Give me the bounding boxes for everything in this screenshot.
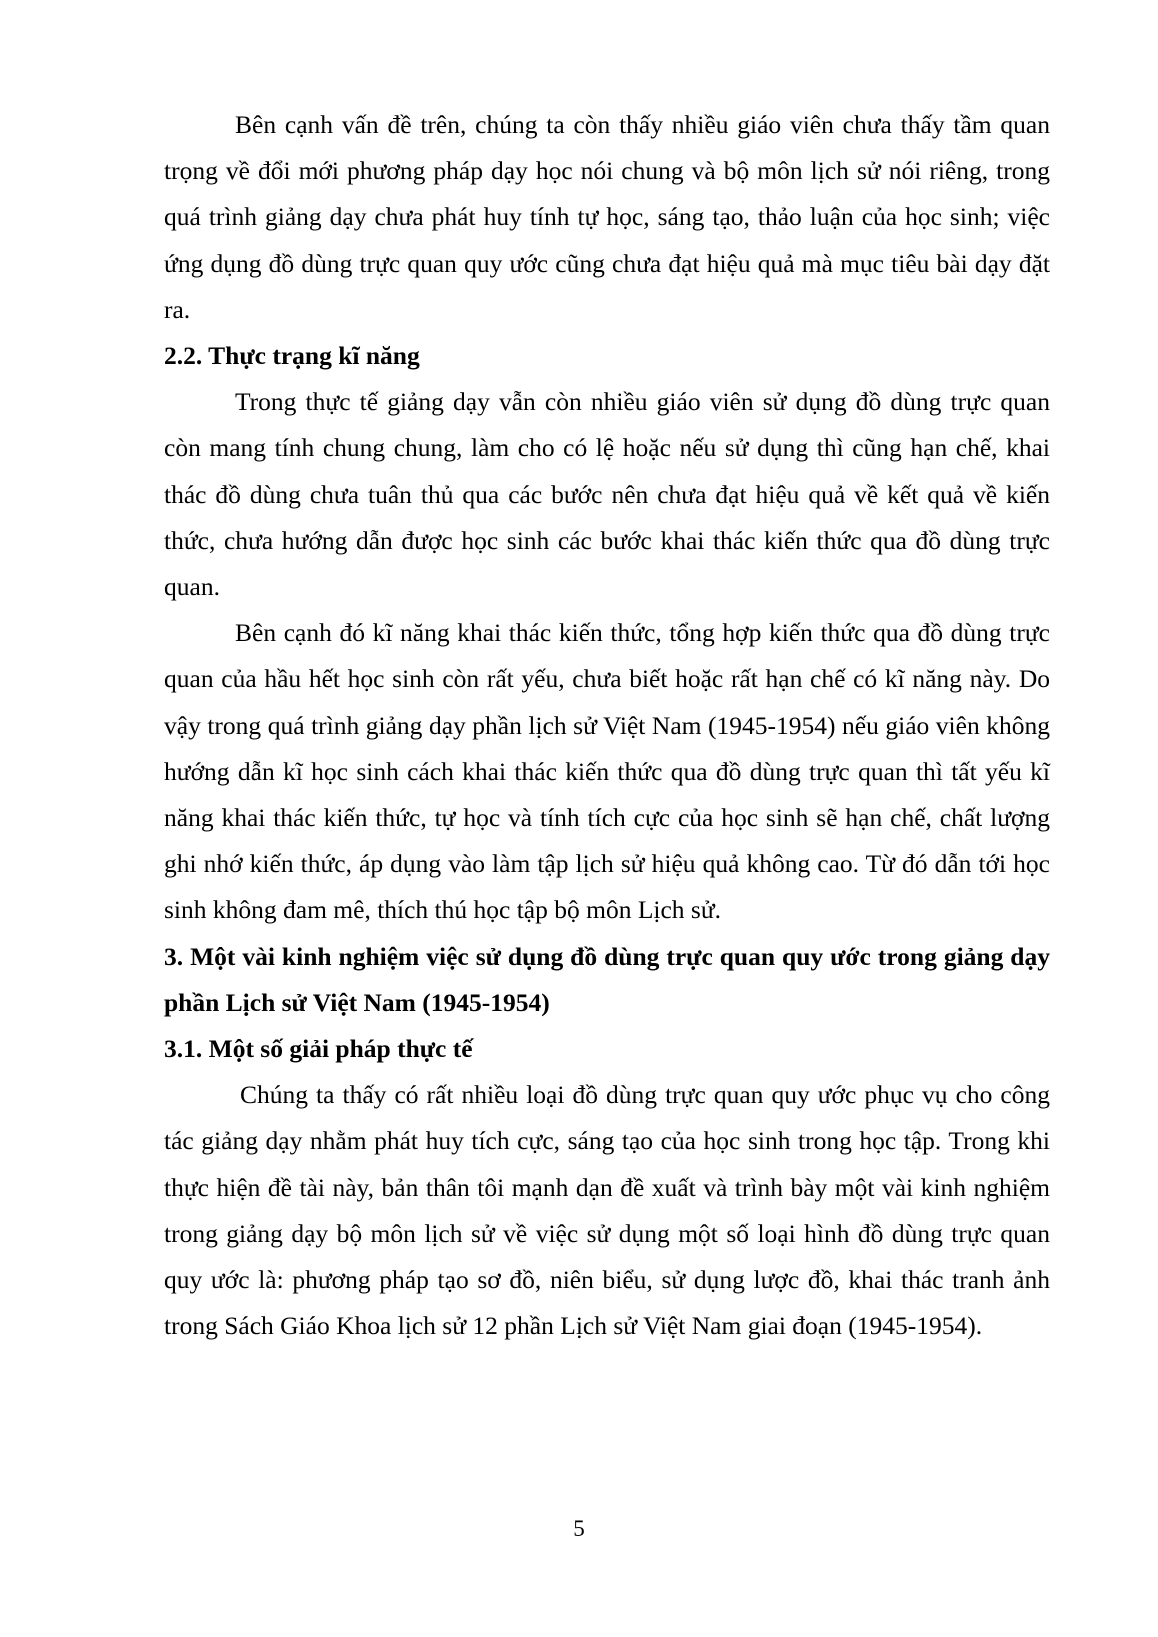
paragraph-visual-aids: Chúng ta thấy có rất nhiều loại đồ dùng trực quan quy ước phục vụ cho công tác giảng dạy nhằm phát huy tích cực, sáng tạo của học sinh trong học tập. Trong khi thực hiện đề tài này, bản thân tôi mạnh dạn đề xuất và trình bày một vài kinh nghiệm trong giảng dạy bộ môn lịch sử về việc sử dụng một số loại hình đồ dùng trực quan quy ước là: phương pháp tạo sơ đồ, niên biểu, sử dụng lược đồ, khai thác tranh ảnh trong Sách Giáo Khoa lịch sử 12 phần Lịch sử Việt Nam giai đoạn (1945-1954). [164,1080,1050,1341]
page-number: 5 [573,1516,585,1541]
paragraph-student-skills: Bên cạnh đó kĩ năng khai thác kiến thức, tổng hợp kiến thức qua đồ dùng trực quan của hầu hết học sinh còn rất yếu, chưa biết hoặc rất hạn chế có kĩ năng này. Do vậy trong quá trình giảng dạy phần lịch sử Việt Nam (1945-1954) nếu giáo viên không hướng dẫn kĩ học sinh cách khai thác kiến thức qua đồ dùng trực quan thì tất yếu kĩ năng khai thác kiến thức, tự học và tính tích cực của học sinh sẽ hạn chế, chất lượng ghi nhớ kiến thức, áp dụng vào làm tập lịch sử hiệu quả không cao. Từ đó dẫn tới học sinh không đam mê, thích thú học tập bộ môn Lịch sử. [164,618,1050,925]
heading-3-experience: 3. Một vài kinh nghiệm việc sử dụng đồ dùng trực quan quy ước trong giảng dạy phần Lịch sử Việt Nam (1945-1954) [164,941,1050,1017]
heading-2-2-skill-status: 2.2. Thực trạng kĩ năng [164,341,420,371]
heading-3-1-practical-solutions: 3.1. Một số giải pháp thực tế [164,1034,473,1064]
paragraph-teacher-awareness: Bên cạnh vấn đề trên, chúng ta còn thấy nhiều giáo viên chưa thấy tầm quan trọng về đổi mới phương pháp dạy học nói chung và bộ môn lịch sử nói riêng, trong quá trình giảng dạy chưa phát huy tính tự học, sáng tạo, thảo luận của học sinh; việc ứng dụng đồ dùng trực quan quy ước cũng chưa đạt hiệu quả mà mục tiêu bài dạy đặt ra. [164,110,1050,324]
document-page [164,102,1050,1349]
paragraph-teaching-reality: Trong thực tế giảng dạy vẫn còn nhiều giáo viên sử dụng đồ dùng trực quan còn mang tính chung chung, làm cho có lệ hoặc nếu sử dụng thì cũng hạn chế, khai thác đồ dùng chưa tuân thủ qua các bước nên chưa đạt hiệu quả về kết quả về kiến thức, chưa hướng dẫn được học sinh các bước khai thác kiến thức qua đồ dùng trực quan. [164,387,1050,602]
